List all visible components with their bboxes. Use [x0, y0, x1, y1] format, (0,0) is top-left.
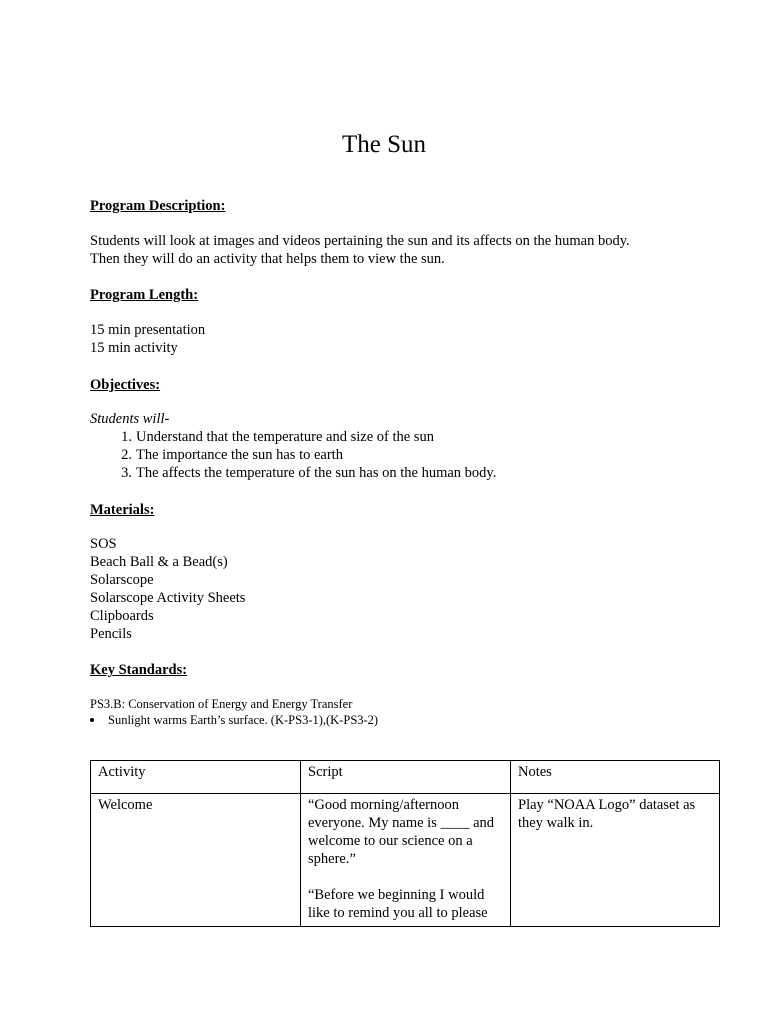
script-paragraph: “Good morning/afternoon everyone. My name is ____ and welcome to our science on a sphere.”	[308, 797, 495, 867]
program-length-heading: Program Length:	[90, 287, 199, 303]
standard-bullet-item	[108, 712, 378, 728]
page-title: The Sun	[341, 131, 427, 158]
objectives-heading: Objectives:	[90, 377, 161, 393]
length-line: 15 min activity	[90, 340, 178, 356]
activity-cell: Welcome	[91, 794, 301, 927]
description-line: Students will look at images and videos pertaining the sun and its affects on the human body.	[90, 233, 630, 249]
objectives-list	[121, 428, 497, 482]
material-item: Solarscope	[90, 572, 154, 588]
description-line: Then they will do an activity that helps them to view the sun.	[90, 251, 445, 267]
column-header-script: Script	[301, 761, 511, 794]
objective-text: The importance the sun has to earth	[136, 447, 343, 463]
objective-text: The affects the temperature of the sun has on the human body.	[136, 465, 497, 481]
program-description-heading: Program Description:	[90, 198, 226, 214]
objective-number: 3.	[121, 465, 132, 481]
notes-cell: Play “NOAA Logo” dataset as they walk in.	[511, 794, 720, 927]
program-description-text	[90, 232, 630, 268]
key-standards-heading: Key Standards:	[90, 662, 188, 678]
length-line: 15 min presentation	[90, 322, 206, 338]
material-item: Solarscope Activity Sheets	[90, 590, 246, 606]
material-item: Beach Ball & a Bead(s)	[90, 554, 228, 570]
bullet-icon	[90, 718, 94, 722]
objective-item	[121, 464, 497, 482]
table-header-row	[91, 761, 720, 794]
lesson-plan-table	[90, 760, 720, 927]
program-length-text	[90, 321, 205, 357]
objective-text: Understand that the temperature and size of the sun	[136, 429, 434, 445]
objectives-intro: Students will-	[90, 411, 170, 427]
standard-title: PS3.B: Conservation of Energy and Energy Transfer	[90, 697, 353, 711]
table-row	[91, 794, 720, 927]
materials-heading: Materials:	[90, 502, 155, 518]
objective-item	[121, 446, 496, 464]
materials-list	[90, 535, 245, 643]
objective-number: 1.	[121, 429, 132, 445]
material-item: Pencils	[90, 626, 132, 642]
script-cell	[301, 794, 511, 927]
standard-bullet-text: Sunlight warms Earth’s surface. (K-PS3-1),(K-PS3-2)	[108, 713, 379, 727]
objective-item	[121, 428, 496, 446]
column-header-activity: Activity	[91, 761, 301, 794]
column-header-notes: Notes	[511, 761, 720, 794]
objective-number: 2.	[121, 447, 132, 463]
script-paragraph: “Before we beginning I would like to remind you all to please	[308, 887, 488, 921]
material-item: SOS	[90, 536, 117, 552]
paragraph-gap	[308, 868, 503, 886]
material-item: Clipboards	[90, 608, 154, 624]
